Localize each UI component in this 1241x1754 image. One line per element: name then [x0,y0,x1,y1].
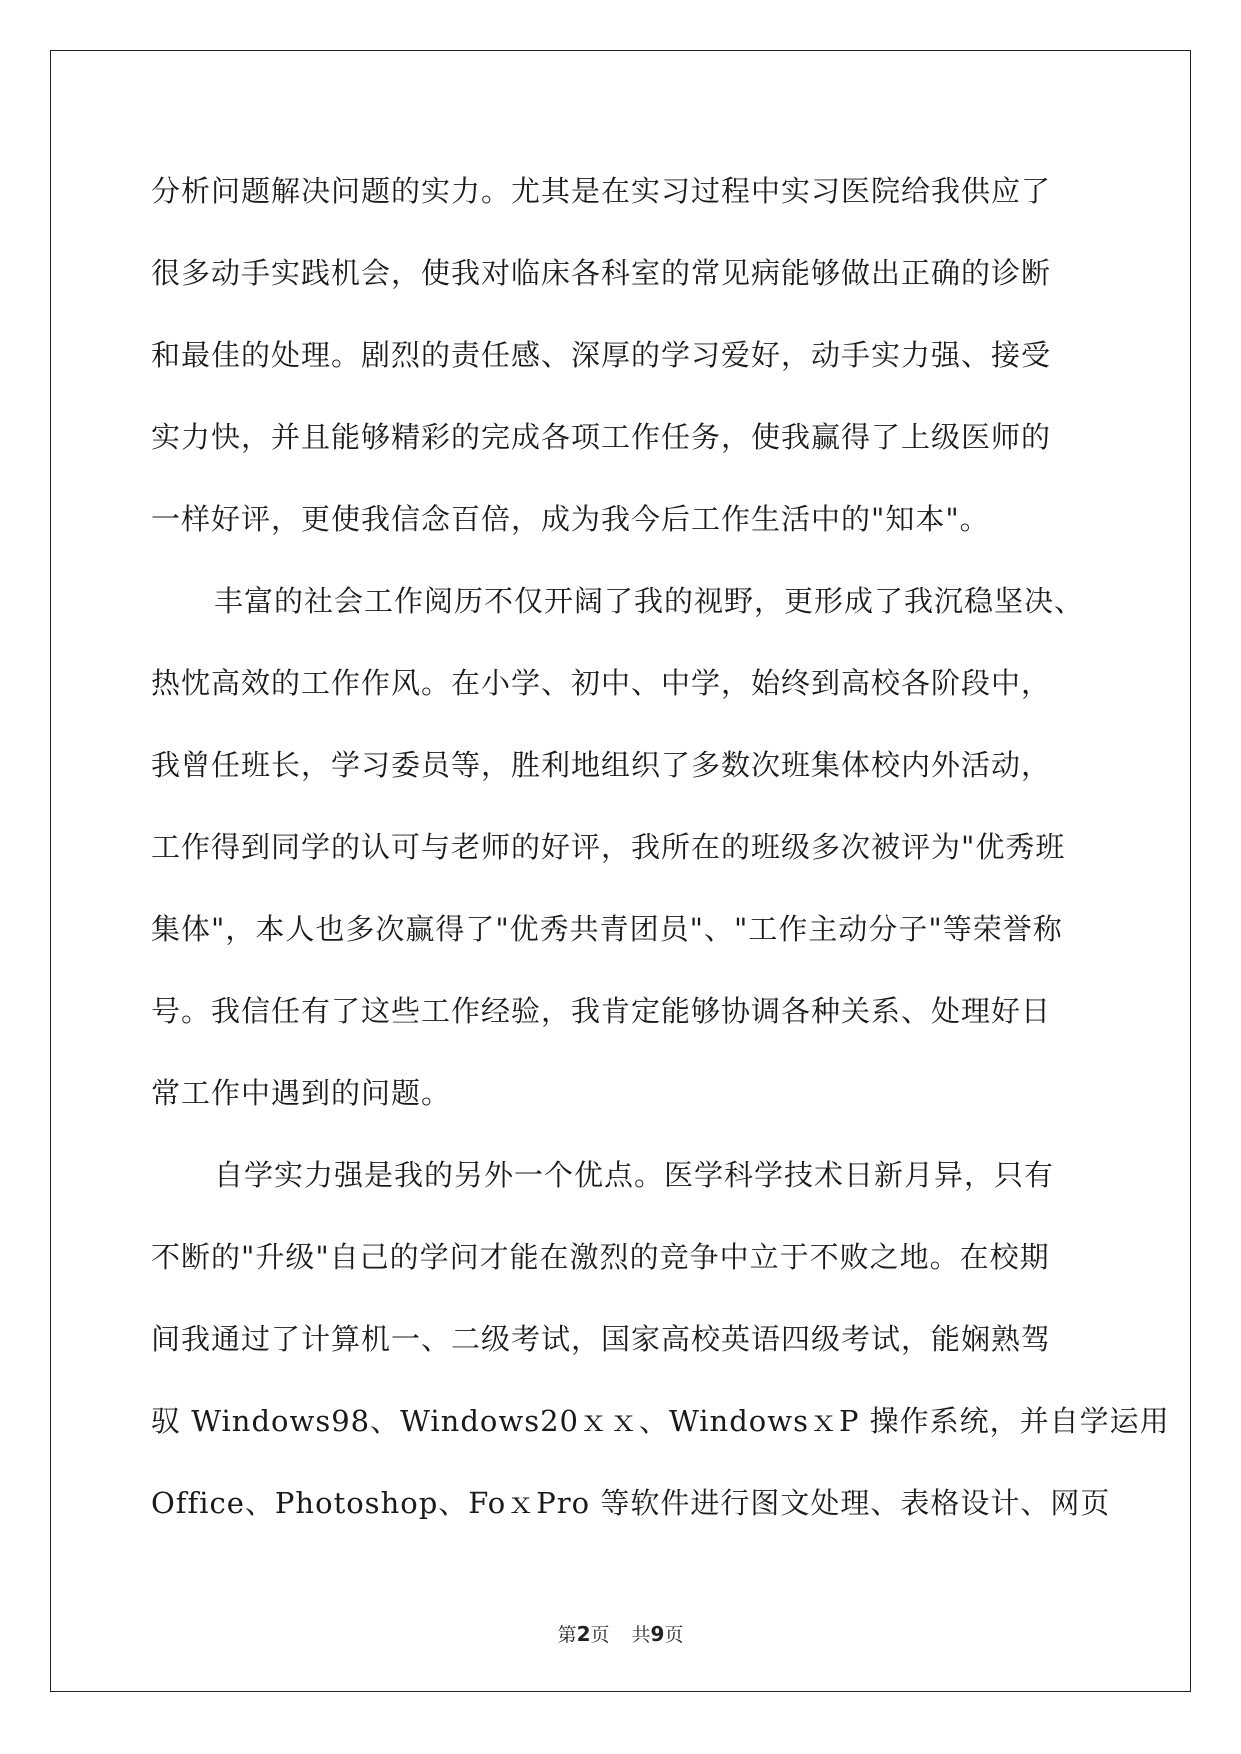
text-line: 不断的"升级"自己的学问才能在激烈的竞争中立于不败之地。在校期 [151,1240,1050,1274]
total-prefix: 共 [631,1624,651,1646]
text-line: 实力快，并且能够精彩的完成各项工作任务，使我赢得了上级医师的 [151,420,1052,454]
text-line: 我曾任班长，学习委员等，胜利地组织了多数次班集体校内外活动， [151,748,1052,782]
document-body [151,150,1170,1544]
text-line: 很多动手实践机会，使我对临床各科室的常见病能够做出正确的诊断 [151,256,1052,290]
text-line: 自学实力强是我的另外一个优点。医学科学技术日新月异，只有 [214,1158,1055,1192]
page-suffix: 页 [590,1624,610,1646]
page-prefix: 第 [557,1624,577,1646]
page-number: 2 [576,1622,591,1646]
page-footer [0,1620,1241,1647]
text-line: 一样好评，更使我信念百倍，成为我今后工作生活中的"知本"。 [151,502,990,536]
text-line: Office、Photoshop、FoｘPro 等软件进行图文处理、表格设计、网页 [151,1486,1111,1520]
text-line: 分析问题解决问题的实力。尤其是在实习过程中实习医院给我供应了 [151,174,1052,208]
text-line: 和最佳的处理。剧烈的责任感、深厚的学习爱好，动手实力强、接受 [151,338,1052,372]
text-line: 工作得到同学的认可与老师的好评，我所在的班级多次被评为"优秀班 [151,830,1066,864]
total-pages: 9 [650,1622,665,1646]
text-line: 丰富的社会工作阅历不仅开阔了我的视野，更形成了我沉稳坚决、 [214,584,1085,618]
total-suffix: 页 [664,1624,684,1646]
text-line: 驭 Windows98、Windows20ｘｘ、WindowsｘP 操作系统，并自学运用 [151,1404,1170,1438]
text-line: 热忱高效的工作作风。在小学、初中、中学，始终到高校各阶段中， [151,666,1052,700]
text-line: 间我通过了计算机一、二级考试，国家高校英语四级考试，能娴熟驾 [151,1322,1052,1356]
text-line: 常工作中遇到的问题。 [151,1076,452,1110]
text-line: 号。我信任有了这些工作经验，我肯定能够协调各种关系、处理好日 [151,994,1052,1028]
text-line: 集体"，本人也多次赢得了"优秀共青团员"、"工作主动分子"等荣誉称 [151,912,1063,946]
